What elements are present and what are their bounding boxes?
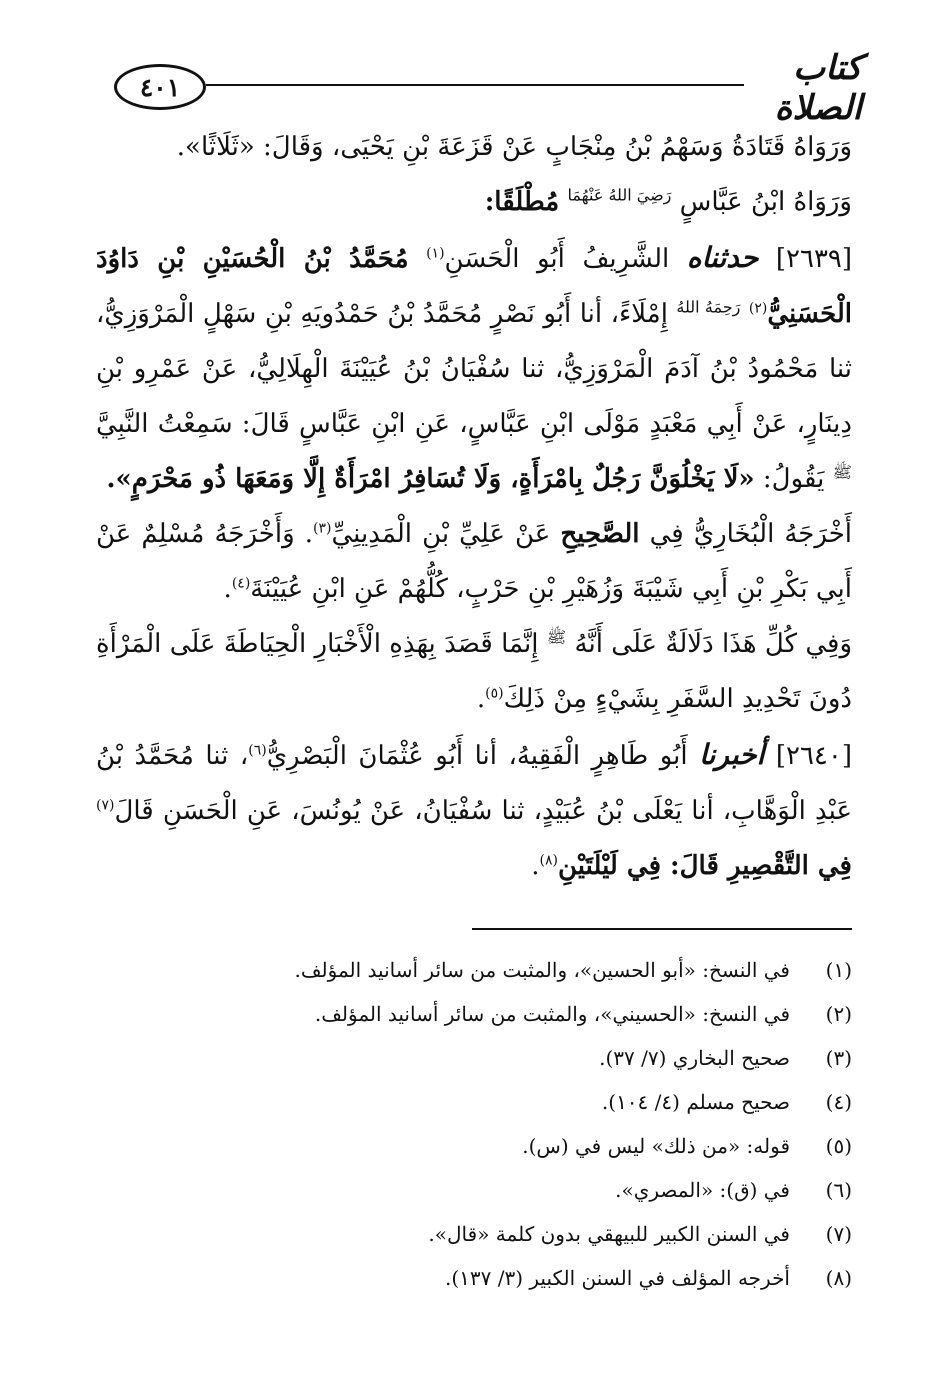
honorific: رَضِيَ اللهُ عَنْهُمَا — [567, 185, 672, 205]
footnote-item — [96, 948, 852, 992]
honorific: رَحِمَهُ اللهُ — [676, 297, 741, 317]
footnote-number: (٤) — [825, 1090, 852, 1114]
text-run: . وَأَخْرَجَهُ مُسْلِمٌ عَنْ أَبِي بَكْرِ بْنِ أَبِي شَيْبَةَ وَزُهَيْرِ بْنِ حَرْبٍ، كُلُّهُمْ عَنِ ابْنِ عُيَيْنَةَ — [96, 519, 852, 604]
footnote-text: في (ق): «المصري». — [615, 1178, 790, 1202]
text-run: مُطْلَقًا: — [484, 187, 560, 217]
text-run: وَفِي كُلِّ هَذَا دَلَالَةٌ عَلَى أَنَّهُ — [574, 629, 852, 659]
footnote-ref[interactable]: (٥) — [485, 685, 504, 702]
footnote-ref[interactable]: (٤) — [231, 575, 251, 592]
footnote-ref[interactable]: (٦) — [248, 742, 267, 759]
text-run: وَرَوَاهُ ابْنُ عَبَّاسٍ — [679, 187, 852, 217]
footnote-ref[interactable]: (٢) — [748, 300, 768, 317]
hadith-number: [٢٦٤٠] — [775, 741, 853, 771]
footnote-text: صحيح البخاري (٧/ ٣٧). — [599, 1046, 790, 1070]
text-run: فِي التَّقْصِيرِ قَالَ: فِي لَيْلَتَيْنِ — [558, 851, 852, 881]
page-header — [100, 46, 862, 126]
footnotes — [96, 948, 852, 1300]
hadith-matn: «لَا يَخْلُوَنَّ رَجُلٌ بِامْرَأَةٍ، وَلَا تُسَافِرُ امْرَأَةٌ إِلَّا وَمَعَهَا ذُو مَحْرَمٍ». — [106, 464, 755, 494]
header-rule — [206, 84, 744, 86]
text-run: يَقُولُ: — [762, 464, 825, 494]
footnote-text: في السنن الكبير للبيهقي بدون كلمة «قال». — [428, 1222, 790, 1246]
footnote-item — [96, 992, 852, 1036]
footnote-ref[interactable]: (٧) — [96, 797, 115, 814]
footnote-number: (١) — [825, 958, 852, 982]
hadith-2640 — [96, 727, 852, 894]
footnote-item — [96, 1036, 852, 1080]
narration-keyword: أخبرنا — [699, 738, 765, 771]
footnote-item — [96, 1256, 852, 1300]
text-run: ، ثنا مُحَمَّدُ بْنُ عَبْدِ الْوَهَّابِ، أنا يَعْلَى بْنُ عُبَيْدٍ، ثنا سُفْيَانُ، عَنْ يُونُسَ، عَنِ الْحَسَنِ قَالَ — [96, 741, 852, 826]
footnote-text: أخرجه المؤلف في السنن الكبير (٣/ ١٣٧). — [444, 1266, 790, 1290]
footnote-number: (٧) — [825, 1222, 852, 1246]
footnote-number: (٣) — [825, 1046, 852, 1070]
footnote-item — [96, 1080, 852, 1124]
page-number: ٤٠١ — [139, 72, 181, 102]
footnote-item — [96, 1168, 852, 1212]
footnote-item — [96, 1212, 852, 1256]
paragraph-takhrij — [96, 507, 852, 617]
text-run: الشَّرِيفُ أَبُو الْحَسَنِ — [444, 244, 670, 274]
page-number-badge — [114, 64, 206, 110]
text-run: إِنَّمَا قَصَدَ بِهَذِهِ الْأَخْبَارِ الْحِيَاطَةَ عَلَى الْمَرْأَةِ دُونَ تَحْدِيدِ السَّفَرِ بِشَيْءٍ مِنْ ذَلِكَ — [96, 629, 852, 714]
text-run: أَخْرَجَهُ الْبُخَارِيُّ فِي — [649, 519, 853, 549]
text-run: مُحَمَّدُ بْنُ الْحُسَيْنِ بْنِ دَاوُدَ الْحَسَنِيُّ — [96, 244, 852, 329]
footnote-item — [96, 1124, 852, 1168]
footnote-text: صحيح مسلم (٤/ ١٠٤). — [601, 1090, 790, 1114]
text-run: . — [531, 851, 540, 881]
text-run: عَنْ عَلِيِّ بْنِ الْمَدِينِيِّ — [331, 519, 551, 549]
book-title: كتاب الصلاة — [774, 48, 862, 128]
salla-glyph: ﷺ — [832, 462, 852, 482]
paragraph-commentary — [96, 617, 852, 727]
text-run: إِمْلَاءً، أنا أَبُو نَصْرٍ مُحَمَّدُ بْنُ حَمْدُويَهِ بْنِ سَهْلٍ الْمَرْوَزِيُّ، ثنا مَحْمُودُ بْنُ آدَمَ الْمَرْوَزِيُّ، ثنا سُفْيَانُ بْنُ عُيَيْنَةَ الْهِلَالِيُّ، عَنْ عَمْرِو بْنِ دِينَارٍ، عَنْ أَبِي مَعْبَدٍ مَوْلَى ابْنِ عَبَّاسٍ، عَنِ ابْنِ عَبَّاسٍ قَالَ: سَمِعْتُ النَّبِيَّ — [96, 299, 852, 439]
footnote-number: (٥) — [825, 1134, 852, 1158]
footnote-number: (٢) — [825, 1002, 852, 1026]
main-text — [96, 120, 852, 894]
book-reference: الصَّحِيحِ — [560, 519, 640, 549]
paragraph-2 — [96, 175, 852, 230]
footnote-text: في النسخ: «أبو الحسين»، والمثبت من سائر أسانيد المؤلف. — [294, 958, 790, 982]
footnote-number: (٦) — [825, 1178, 852, 1202]
footnote-text: في النسخ: «الحسيني»، والمثبت من سائر أسانيد المؤلف. — [314, 1002, 790, 1026]
narration-keyword: حدثناه — [686, 241, 759, 274]
text-run: أَبُو طَاهِرٍ الْفَقِيهُ، أنا أَبُو عُثْمَانَ الْبَصْرِيُّ — [266, 741, 688, 771]
footnote-ref[interactable]: (٣) — [312, 520, 332, 537]
paragraph-1: وَرَوَاهُ قَتَادَةُ وَسَهْمُ بْنُ مِنْجَابٍ عَنْ قَزَعَةَ بْنِ يَحْيَى، وَقَالَ: «ثَلَاثًا». — [176, 132, 852, 162]
footnote-ref[interactable]: (١) — [426, 245, 445, 262]
footnote-number: (٨) — [825, 1266, 852, 1290]
text-run: . — [476, 684, 486, 714]
footnote-separator — [472, 928, 852, 930]
hadith-2639 — [96, 230, 852, 507]
text-run: . — [223, 574, 232, 604]
footnote-text: قوله: «من ذلك» ليس في (س). — [522, 1134, 790, 1158]
salla-glyph: ﷺ — [546, 627, 567, 647]
footnote-ref[interactable]: (٨) — [539, 852, 558, 869]
hadith-number: [٢٦٣٩] — [775, 244, 853, 274]
